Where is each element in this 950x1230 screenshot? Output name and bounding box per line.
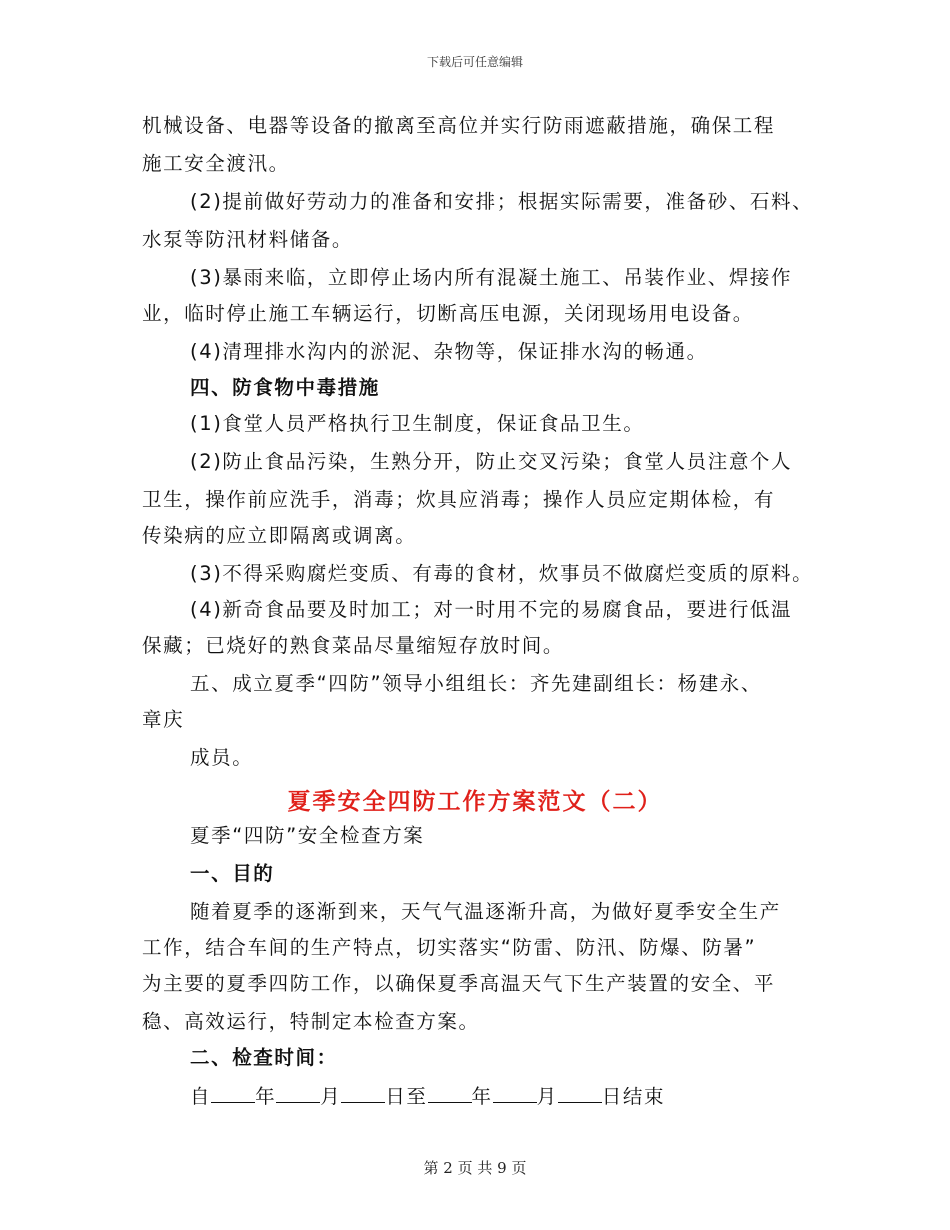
blank-underline — [428, 1084, 472, 1103]
list-item: (3)不得采购腐烂变质、有毒的食材，炊事员不做腐烂变质的原料。 — [190, 562, 814, 585]
body-line: 工作，结合车间的生产特点，切实落实“防雷、防汛、防爆、防暑” — [142, 936, 757, 959]
date-text: 日至 — [385, 1085, 428, 1108]
body-line: 稳、高效运行，特制定本检查方案。 — [142, 1010, 480, 1033]
body-line: 卫生，操作前应洗手，消毒；炊具应消毒；操作人员应定期体检，有 — [142, 488, 776, 511]
blank-underline — [276, 1084, 320, 1103]
date-text: 月 — [536, 1085, 558, 1108]
list-item: (2)提前做好劳动力的准备和安排；根据实际需要，准备砂、石料、 — [190, 190, 814, 213]
body-line: 随着夏季的逐渐到来，天气气温逐渐升高，为做好夏季安全生产 — [190, 900, 781, 923]
list-item: (1)食堂人员严格执行卫生制度，保证食品卫生。 — [190, 412, 645, 435]
page-footer: 第 2 页 共 9 页 — [423, 1159, 527, 1177]
blank-underline — [493, 1084, 537, 1103]
list-item: (4)清理排水沟内的淤泥、杂物等，保证排水沟的畅通。 — [190, 340, 708, 363]
body-line: 五、成立夏季“四防”领导小组组长：齐先建副组长：杨建永、 — [190, 672, 763, 695]
body-line: 机械设备、电器等设备的撤离至高位并实行防雨遮蔽措施，确保工程 — [142, 114, 776, 137]
blank-underline — [341, 1084, 385, 1103]
body-line: 水泵等防汛材料储备。 — [142, 228, 354, 251]
date-text: 日结束 — [601, 1085, 666, 1108]
list-item: (4)新奇食品要及时加工；对一时用不完的易腐食品，要进行低温 — [190, 598, 793, 621]
list-item: (3)暴雨来临，立即停止场内所有混凝土施工、吊装作业、焊接作 — [190, 266, 793, 289]
section-heading: 二、检查时间： — [190, 1046, 338, 1069]
body-line: 夏季“四防”安全检查方案 — [190, 824, 425, 847]
date-text: 月 — [320, 1085, 342, 1108]
date-text: 年 — [471, 1085, 493, 1108]
page-header: 下载后可任意编辑 — [426, 55, 523, 69]
section-heading: 一、目的 — [190, 862, 275, 885]
body-line: 传染病的应立即隔离或调离。 — [142, 524, 417, 547]
blank-underline — [211, 1084, 255, 1103]
date-text: 自 — [190, 1085, 212, 1108]
section-title: 夏季安全四防工作方案范文（二） — [287, 789, 663, 815]
blank-underline — [558, 1084, 602, 1103]
date-line — [190, 1084, 665, 1109]
body-line: 保藏；已烧好的熟食菜品尽量缩短存放时间。 — [142, 634, 565, 657]
date-text: 年 — [255, 1085, 277, 1108]
body-line: 业，临时停止施工车辆运行，切断高压电源，关闭现场用电设备。 — [142, 302, 754, 325]
body-line: 章庆 — [142, 708, 185, 731]
section-heading: 四、防食物中毒措施 — [190, 376, 380, 399]
body-line: 施工安全渡汛。 — [142, 152, 290, 175]
body-line: 为主要的夏季四防工作，以确保夏季高温天气下生产装置的安全、平 — [142, 972, 776, 995]
list-item: (2)防止食品污染，生熟分开，防止交叉污染；食堂人员注意个人 — [190, 450, 793, 473]
body-line: 成员。 — [190, 746, 254, 769]
